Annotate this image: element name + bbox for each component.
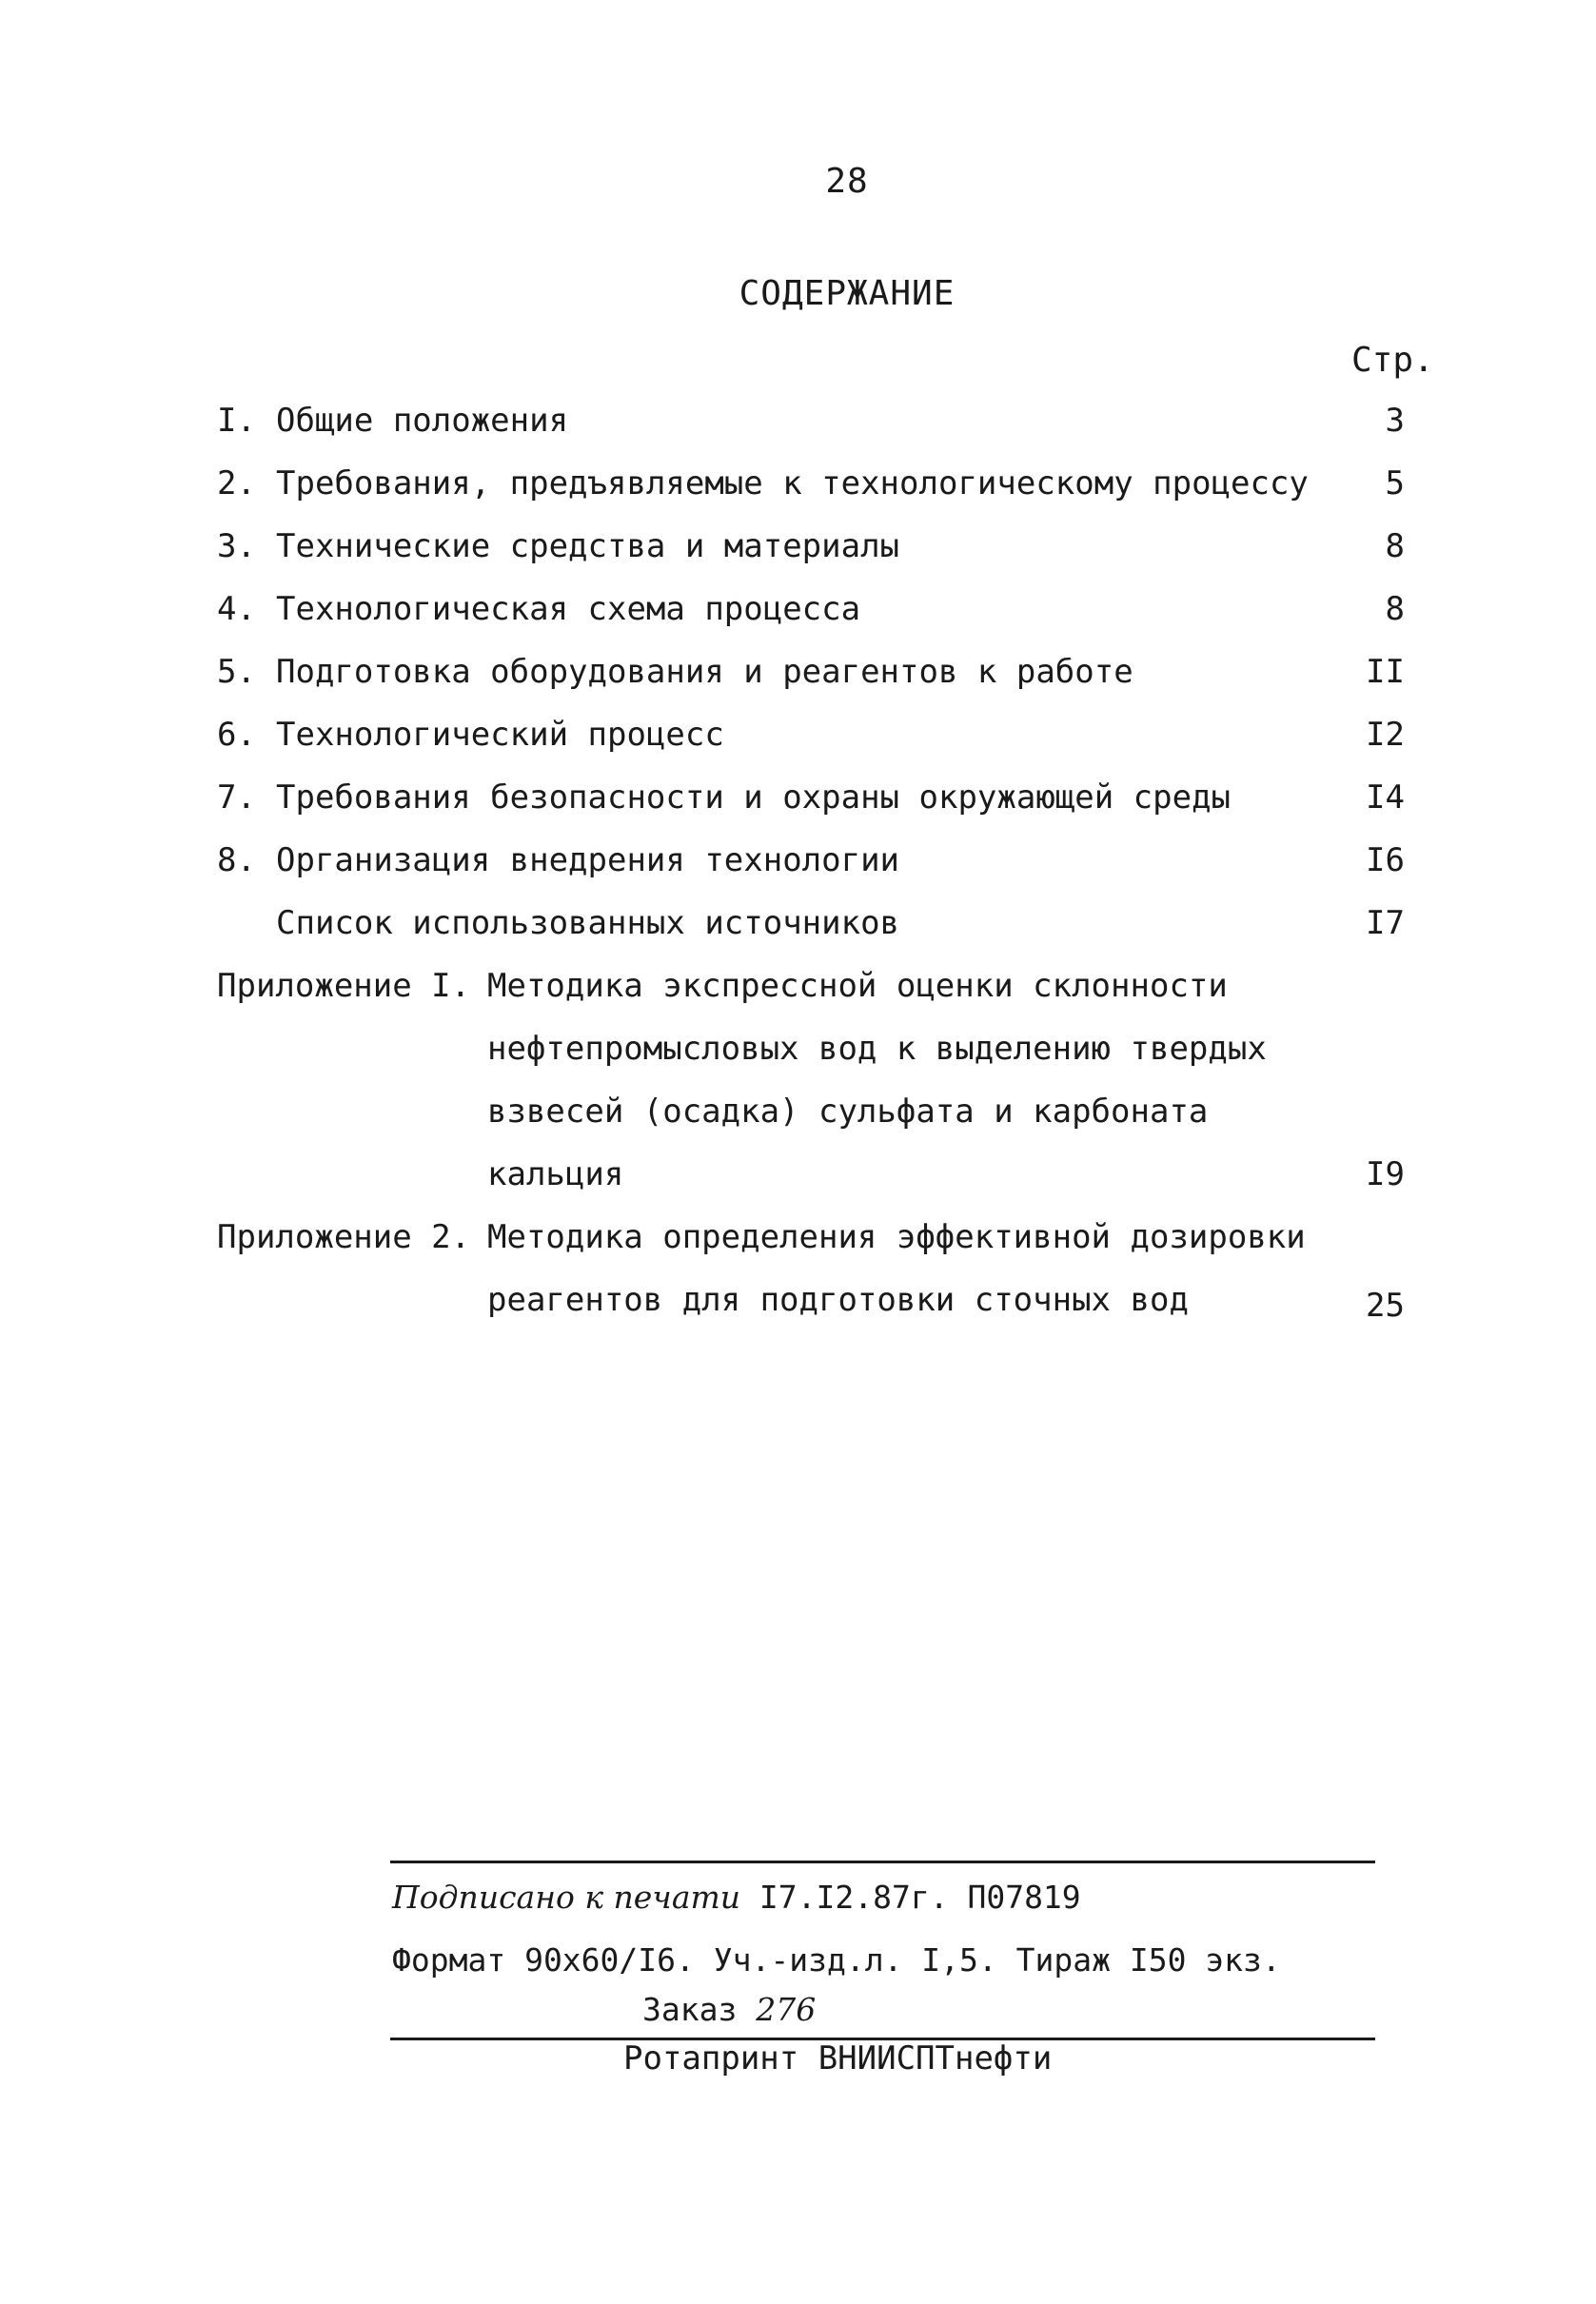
toc-item-text: кальция: [487, 1155, 624, 1193]
toc-item-page: 8: [1385, 527, 1405, 565]
imprint-signed-label: Подписано к печати: [392, 1879, 741, 1916]
toc-item-text: взвесей (осадка) сульфата и карбоната: [487, 1093, 1209, 1131]
toc-item-text: Методика экспрессной оценки склонности: [487, 967, 1228, 1005]
toc-item-page: 5: [1385, 464, 1405, 502]
toc-item-page: 3: [1385, 402, 1405, 440]
page-number: 28: [825, 162, 869, 201]
imprint-top-rule: [390, 1861, 1375, 1863]
toc-item-text: Технологическая схема процесса: [276, 590, 861, 628]
toc-item-number: 2.: [217, 464, 256, 502]
page-column-header: Стр.: [1351, 341, 1434, 380]
printer-line: Ротапринт ВНИИСПТнефти: [623, 2039, 1053, 2078]
toc-item-page: I7: [1366, 904, 1405, 942]
toc-item-page: I9: [1366, 1155, 1405, 1193]
imprint-signed-line: [392, 1879, 1081, 1916]
toc-item-text: Организация внедрения технологии: [276, 841, 900, 879]
toc-item-text: Требования, предъявляемые к технологическому процессу: [276, 464, 1309, 502]
toc-item-text: Подготовка оборудования и реагентов к работе: [276, 653, 1133, 691]
toc-item-number: 7.: [217, 778, 256, 817]
toc-item-number: 4.: [217, 590, 256, 628]
toc-item-page: I2: [1366, 716, 1405, 754]
toc-item-page: I6: [1366, 841, 1405, 879]
toc-item-page: 25: [1366, 1287, 1405, 1325]
imprint-order-label: Заказ: [642, 1991, 738, 2028]
toc-item-text: Требования безопасности и охраны окружающей среды: [276, 778, 1231, 817]
imprint-order-line: [642, 1991, 817, 2028]
toc-item-page: I4: [1366, 778, 1405, 817]
toc-item-text: Общие положения: [276, 402, 569, 440]
toc-item-number: 8.: [217, 841, 256, 879]
toc-item-page: II: [1366, 653, 1405, 691]
toc-item-text: Список использованных источников: [276, 904, 900, 942]
toc-item-text: Методика определения эффективной дозировки: [487, 1218, 1306, 1256]
toc-item-text: Технологический процесс: [276, 716, 724, 754]
imprint-order-value: 276: [756, 1991, 817, 2028]
imprint-format-line: Формат 90х60/I6. Уч.-изд.л. I,5. Тираж I50 экз.: [392, 1941, 1281, 1979]
toc-item-page: 8: [1385, 590, 1405, 628]
imprint-signed-value: I7.I2.87г. П07819: [759, 1879, 1081, 1916]
toc-item-number: I.: [217, 402, 256, 440]
toc-item-text: нефтепромысловых вод к выделению твердых: [487, 1030, 1267, 1068]
toc-item-number: Приложение I.: [217, 967, 471, 1005]
toc-item-number: 6.: [217, 716, 256, 754]
toc-item-number: Приложение 2.: [217, 1218, 471, 1256]
toc-item-text: реагентов для подготовки сточных вод: [487, 1281, 1189, 1319]
toc-item-number: 3.: [217, 527, 256, 565]
toc-item-text: Технические средства и материалы: [276, 527, 900, 565]
toc-title: СОДЕРЖАНИЕ: [739, 274, 956, 313]
toc-item-number: 5.: [217, 653, 256, 691]
